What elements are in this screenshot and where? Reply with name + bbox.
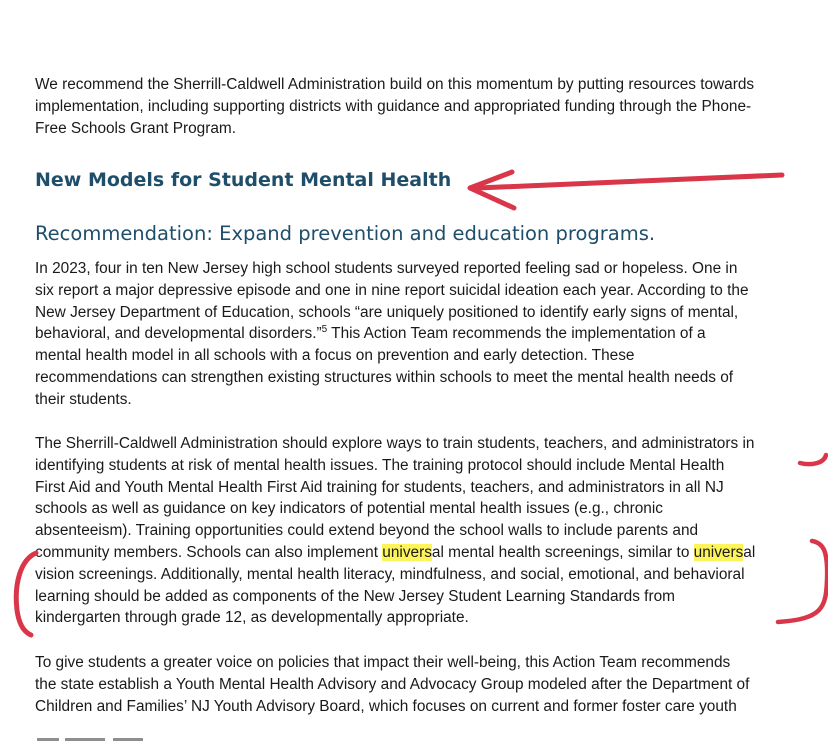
text-line [35, 542, 755, 564]
section-heading: New Models for Student Mental Health [35, 169, 452, 191]
text-line: schools as well as guidance on key indicators of potential mental health issues (e.g., chronic [35, 500, 663, 518]
arrow-annotation [470, 172, 782, 208]
text-line: the state establish a Youth Mental Health Advisory and Advocacy Group modeled after the Department of [35, 675, 750, 693]
text-line: mental health model in all schools with a focus on prevention and early detection. These [35, 347, 635, 365]
intro-paragraph [35, 74, 754, 139]
right-bracket-top [800, 455, 826, 464]
text-line: First Aid and Youth Mental Health First Aid training for students, teachers, and administrators in all NJ [35, 478, 724, 496]
text-line [35, 323, 749, 345]
text-line: To give students a greater voice on policies that impact their well-being, this Action Team recommends [35, 654, 731, 671]
text-line: their students. [35, 390, 132, 408]
right-bracket-bottom [778, 541, 827, 622]
cut-off-text-fragment [35, 730, 175, 741]
text-line: We recommend the Sherrill-Caldwell Administration build on this momentum by putting resources towards [35, 76, 755, 93]
text-line: identifying students at risk of mental health issues. The training protocol should include Mental Health [35, 456, 725, 474]
text-segment: behavioral, and developmental disorders.” [35, 325, 322, 343]
footnote-reference[interactable]: 5 [321, 324, 328, 336]
paragraph-2 [35, 433, 755, 629]
text-segment: This Action Team recommends the implementation of a [327, 325, 706, 343]
highlighted-text: univers [382, 543, 432, 561]
text-line: vision screenings. Additionally, mental health literacy, mindfulness, and social, emotional, and behavioral [35, 565, 745, 583]
text-line: In 2023, four in ten New Jersey high school students surveyed reported feeling sad or hopeless. One in [35, 260, 738, 277]
text-line: Children and Families’ NJ Youth Advisory Board, which focuses on current and former foster care youth [35, 697, 737, 715]
text-line: New Jersey Department of Education, schools “are uniquely positioned to identify early signs of mental, [35, 303, 739, 321]
paragraph-3 [35, 652, 749, 717]
recommendation-heading: Recommendation: Expand prevention and education programs. [35, 222, 656, 245]
text-line: implementation, including supporting districts with guidance and appropriated funding through the Phone- [35, 97, 752, 115]
text-line: learning should be added as components of the New Jersey Student Learning Standards from [35, 587, 675, 605]
text-line: absenteeism). Training opportunities could extend beyond the school walls to include parents and [35, 522, 699, 540]
text-line: Free Schools Grant Program. [35, 119, 237, 137]
text-line: The Sherrill-Caldwell Administration should explore ways to train students, teachers, and administrators in [35, 435, 755, 452]
highlighted-text: univers [693, 543, 744, 561]
text-line: recommendations can strengthen existing structures within schools to meet the mental health needs of [35, 368, 734, 386]
text-segment: al [743, 543, 756, 561]
text-segment: al mental health screenings, similar to [431, 543, 694, 561]
left-bracket [16, 553, 36, 635]
text-line: six report a major depressive episode and one in nine report suicidal ideation each year. According to the [35, 281, 749, 299]
paragraph-1 [35, 258, 749, 411]
text-segment: community members. Schools can also implement [35, 543, 383, 561]
text-line: kindergarten through grade 12, as developmentally appropriate. [35, 609, 469, 627]
